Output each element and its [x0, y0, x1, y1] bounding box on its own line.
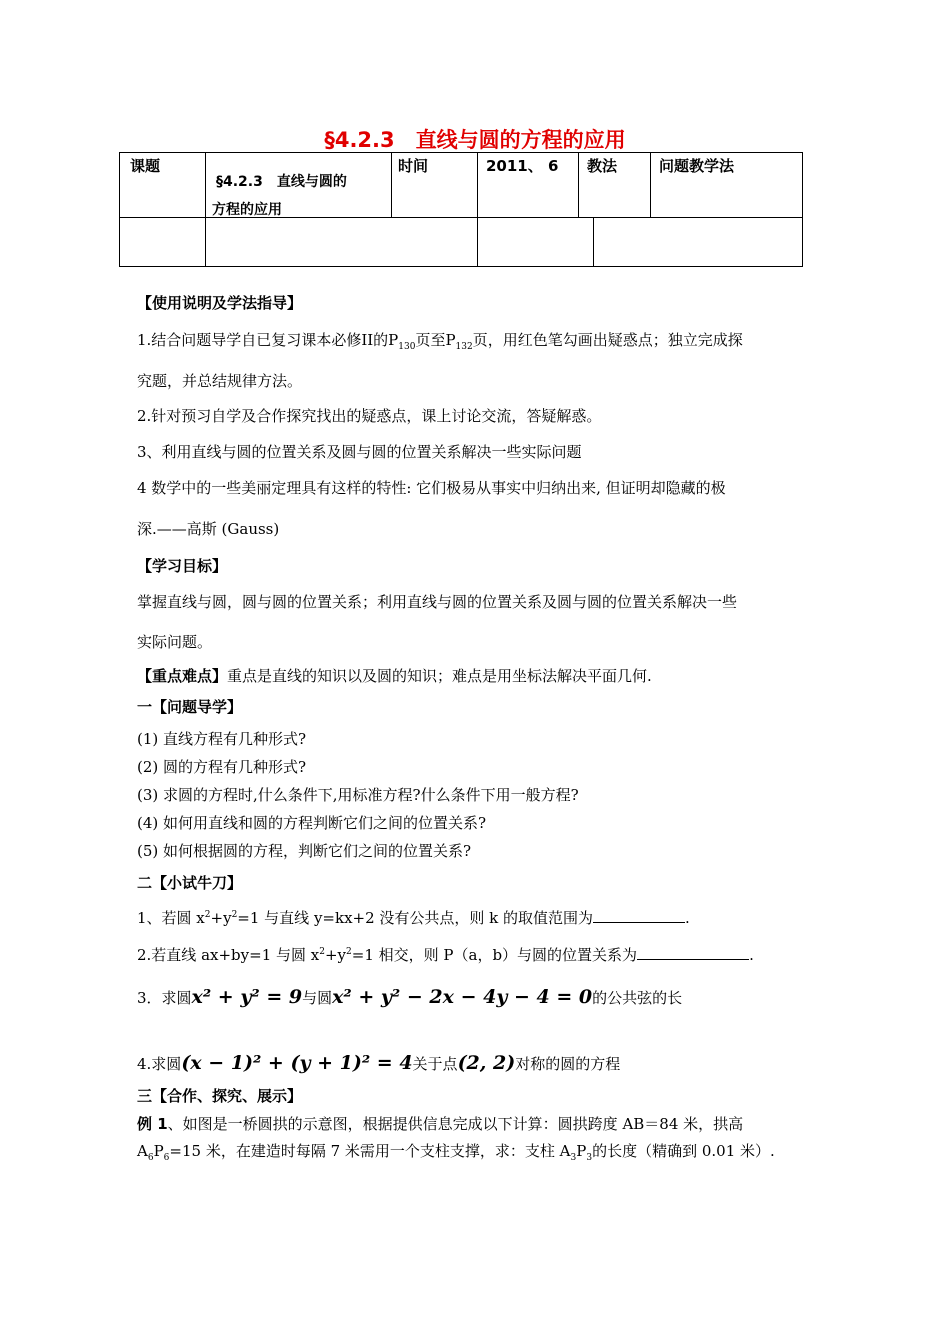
practice-1: 1、若圆 $x^2+y^2=1$ 与直线 y=kx+2 没有公共点，则 k 的取值范围为 .: [137, 909, 690, 927]
practice-3: 3．求圆x² + y² = 9与圆x² + y² − 2x − 4y − 4 = 0的公共弦的长: [137, 986, 683, 1008]
key-points: [137, 665, 652, 686]
method-value: 问题教学法: [659, 157, 735, 175]
question-5: (5) 如何根据圆的方程，判断它们之间的位置关系?: [137, 842, 472, 860]
question-4: (4) 如何用直线和圆的方程判断它们之间的位置关系?: [137, 814, 487, 832]
key-points-heading: 【重点难点】: [137, 667, 228, 685]
goals-heading: 【学习目标】: [137, 557, 228, 575]
equation-circle-2: x² + y² − 2x − 4y − 4 = 0: [332, 986, 593, 1008]
equation-circle-3: (x − 1)² + (y + 1)² = 4: [181, 1052, 413, 1074]
time-label: 时间: [398, 157, 429, 175]
topic-label: 课题: [130, 157, 161, 175]
question-2: (2) 圆的方程有几种形式?: [137, 758, 307, 776]
section3-heading: 三【合作、探究、展示】: [137, 1087, 303, 1105]
example-label: 例 1: [137, 1115, 168, 1133]
usage-heading: 【使用说明及学法指导】: [137, 294, 303, 312]
cell-row2-4: [593, 217, 803, 267]
usage-item-4: 4 数学中的一些美丽定理具有这样的特性: 它们极易从事实中归纳出来, 但证明却隐藏的极: [137, 479, 726, 497]
usage-item-2: 2.针对预习自学及合作探究找出的疑惑点，课上讨论交流，答疑解惑。: [137, 407, 602, 425]
cell-row2-2: [205, 217, 478, 267]
cell-row2-1: [119, 217, 206, 267]
cell-method-value: [650, 152, 803, 218]
topic-line-2: 方程的应用: [212, 202, 282, 218]
point-coordinates: (2, 2): [457, 1052, 516, 1074]
cell-method-label: [578, 152, 651, 218]
question-1: (1) 直线方程有几种形式?: [137, 730, 307, 748]
section2-heading: 二【小试牛刀】: [137, 874, 243, 892]
example-1-line-2: $A_6P_6=15$ 米，在建造时每隔 7 米需用一个支柱支撑，求：支柱 $A_3P_3$的长度（精确到 0.01 米）.: [137, 1142, 775, 1163]
cell-time-label: [391, 152, 478, 218]
example-1-line-1: 例 1、如图是一桥圆拱的示意图，根据提供信息完成以下计算：圆拱跨度 AB＝84 米，拱高: [137, 1115, 744, 1133]
usage-item-1: 1.结合问题导学自已复习课本必修II的$P_{130}$页至$P_{132}$页，用红色笔勾画出疑惑点；独立完成探: [137, 331, 743, 352]
practice-2: 2.若直线 ax+by=1 与圆 $x^2+y^2=1$ 相交，则 P（a，b）与圆的位置关系为 .: [137, 946, 754, 964]
practice-4: 4.求圆(x − 1)² + (y + 1)² = 4关于点(2, 2)对称的圆的方程: [137, 1052, 621, 1074]
document-title: §4.2.3 直线与圆的方程的应用: [324, 128, 626, 152]
cell-topic-value: [205, 152, 392, 218]
usage-item-4-cont: 深.——高斯 (Gauss): [137, 520, 280, 538]
answer-blank-1[interactable]: [593, 908, 685, 923]
cell-topic-label: [119, 152, 206, 218]
topic-line-1: §4.2.3 直线与圆的: [216, 174, 347, 190]
method-label: 教法: [587, 157, 618, 175]
equation-circle-1: x² + y² = 9: [191, 986, 303, 1008]
cell-time-value: [477, 152, 579, 218]
key-points-text: 重点是直线的知识以及圆的知识；难点是用坐标法解决平面几何.: [227, 667, 652, 685]
question-3: (3) 求圆的方程时,什么条件下,用标准方程?什么条件下用一般方程?: [137, 786, 579, 804]
usage-item-1-cont: 究题，并总结规律方法。: [137, 372, 303, 390]
section1-heading: 一【问题导学】: [137, 698, 243, 716]
cell-row2-3: [477, 217, 594, 267]
usage-item-3: 3、利用直线与圆的位置关系及圆与圆的位置关系解决一些实际问题: [137, 443, 582, 461]
goals-line-1: 掌握直线与圆，圆与圆的位置关系；利用直线与圆的位置关系及圆与圆的位置关系解决一些: [137, 593, 738, 611]
answer-blank-2[interactable]: [637, 945, 749, 960]
goals-line-2: 实际问题。: [137, 633, 213, 651]
time-value: 2011、 6: [486, 157, 559, 175]
